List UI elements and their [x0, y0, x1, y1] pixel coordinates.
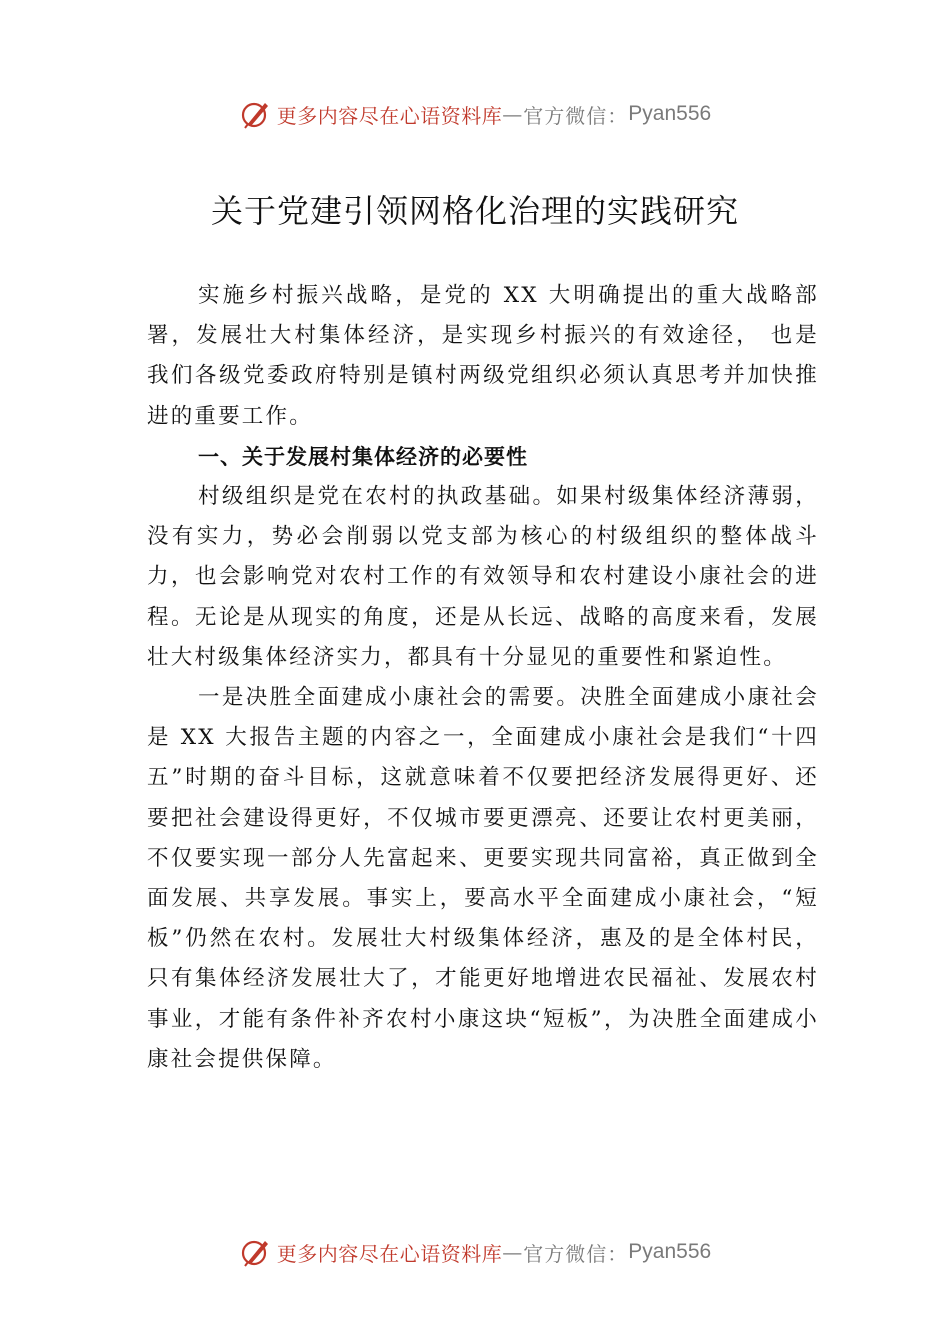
body-paragraph: 村级组织是党在农村的执政基础。如果村级集体经济薄弱，没有实力，势必会削弱以党支部为核心的村级组织的整体战斗力，也会影响党对农村工作的有效领导和农村建设小康社会的进程。无论是从现实的角度，还是从长远、战略的高度来看，发展壮大村级集体经济实力，都具有十分显见的重要性和紧迫性。: [147, 484, 819, 670]
quill-logo-icon: [239, 1235, 273, 1269]
watermark-account: Pyan556: [628, 1240, 712, 1263]
watermark-banner-bottom: [0, 1232, 950, 1272]
watermark-separator: —: [502, 102, 524, 126]
watermark-brand-text: 更多内容尽在心语资料库: [276, 103, 503, 128]
watermark-banner-top: [0, 94, 950, 134]
document-title: 关于党建引领网格化治理的实践研究: [210, 192, 739, 230]
body-paragraph: 一是决胜全面建成小康社会的需要。决胜全面建成小康社会是 XX 大报告主题的内容之一，全面建成小康社会是我们“十四五”时期的奋斗目标，这就意味着不仅要把经济发展得更好、还要把社会建设得更好，不仅城市要更漂亮、还要让农村更美丽，不仅要实现一部分人先富起来、更要实现共同富裕，真正做到全面发展、共享发展。事实上，要高水平全面建成小康社会，“短板”仍然在农村。发展壮大村级集体经济，惠及的是全体村民，只有集体经济发展壮大了，才能更好地增进农民福祉、发展农村事业，才能有条件补齐农村小康这块“短板”，为决胜全面建成小康社会提供保障。: [147, 685, 819, 1072]
quill-logo-icon: [239, 97, 273, 131]
document-body: [147, 276, 819, 1080]
watermark-account: Pyan556: [628, 102, 712, 125]
watermark-label: 官方微信：: [523, 103, 629, 128]
watermark-separator: —: [502, 1240, 524, 1264]
body-paragraph: 实施乡村振兴战略，是党的 XX 大明确提出的重大战略部署，发展壮大村集体经济，是实现乡村振兴的有效途径， 也是我们各级党委政府特别是镇村两级党组织必须认真思考并加快推进的重要工作。: [147, 283, 819, 429]
section-heading: 一、关于发展村集体经济的必要性: [198, 444, 528, 469]
watermark-label: 官方微信：: [523, 1241, 629, 1266]
watermark-brand-text: 更多内容尽在心语资料库: [276, 1241, 503, 1266]
